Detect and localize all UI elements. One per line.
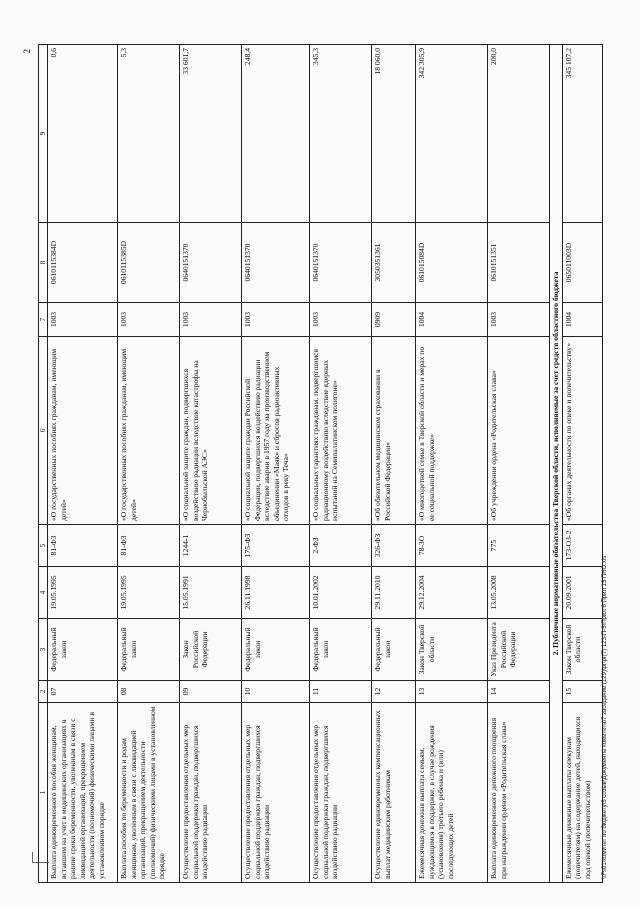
header-cell: 7 [39,303,48,337]
table-cell-col8: 0640151370 [242,223,310,303]
header-cell: 4 [39,567,48,619]
table-cell-col9: 200,0 [488,45,550,223]
table-cell-col3: Федеральный закон [118,619,180,681]
table-cell-col8: 0640151370 [180,223,242,303]
table-cell-col2: 14 [488,681,550,703]
table-cell-col8: 3050351361 [372,223,416,303]
table-cell-col9: 345,3 [310,45,372,223]
table-cell-col5: 175-ФЗ [242,525,310,567]
table-cell-col7: 1003 [180,303,242,337]
table-cell-col4: 29.12.2004 [416,567,488,619]
table-cell-col4: 19.05.1995 [48,567,118,619]
section-title: 2. Публичные нормативные обязательства Тверской области, исполняемые за счет средств областного бюджета [550,45,563,883]
table-cell-col5: 173-ОЗ-2 [562,525,602,567]
table-cell-col7: 1004 [416,303,488,337]
header-cell: 3 [39,619,48,681]
table-cell-col7: 1004 [562,303,602,337]
table-row [372,45,416,883]
table-cell-col3: Закон Тверской области [416,619,488,681]
table-cell-col1: Ежемесячные денежные выплаты опекунам (попечителям) на содержание детей, находящихся под опекой (попечительством) [562,703,602,883]
page-number: 2 [22,49,32,54]
header-cell: 5 [39,525,48,567]
table-cell-col6: «О многодетной семье в Тверской области и мерах по ее социальной поддержке» [416,337,488,525]
table-cell-col6: «О социальной защите граждан Российской Федерации, подвергшихся воздействию радиации вследствие аварии в 1957 году на производственном объединении «Маяк» и сбросов радиоактивных отходов в реку Теча» [242,337,310,525]
table-cell-col6: «О государственных пособиях гражданам, имеющим детей» [48,337,118,525]
table-cell-col8: 0610151351 [488,223,550,303]
header-cell: 6 [39,337,48,525]
table-row [310,45,372,883]
file-path-footer: \\Fs01\комитет по бюджету\5 созыв\Документы комитета\7 заседание (129)\pr\pr(7) 123-П-5\Прил 6 Прил 15 ПНО.xls [602,555,608,879]
table-cell-col3: Федеральный закон [48,619,118,681]
table-cell-col2: 07 [48,681,118,703]
table-cell-col9: 18 060,0 [372,45,416,223]
table-cell-col9: 5,3 [118,45,180,223]
table-row [242,45,310,883]
table-cell-col9: 248,4 [242,45,310,223]
table-cell-col6: «Об обязательном медицинском страховании в Российской Федерации» [372,337,416,525]
table-cell-col2: 10 [242,681,310,703]
table-cell-col2: 15 [562,681,602,703]
table-cell-col2: 08 [118,681,180,703]
table-cell-col8: 0610115384D [48,223,118,303]
table-cell-col8: 065011003D [562,223,602,303]
obligations-table [38,44,603,883]
table-cell-col4: 19.05.1995 [118,567,180,619]
header-cell: 2 [39,681,48,703]
table-cell-col3: Федеральный закон [310,619,372,681]
table-cell-col3: Федеральный закон [242,619,310,681]
table-cell-col7: 1003 [48,303,118,337]
table-row [562,45,602,883]
table-cell-col3: Указ Президента Российской Федерации [488,619,550,681]
table-cell-col1: Осуществление предоставления отдельных мер социальной поддержки граждан, подвергшихся воздействию радиации [180,703,242,883]
table-cell-col4: 10.01.2002 [310,567,372,619]
table-cell-col5: 775 [488,525,550,567]
table-cell-col3: Федеральный закон [372,619,416,681]
table-row [488,45,550,883]
table-cell-col8: 061015084D [416,223,488,303]
header-row [39,45,48,883]
table-cell-col7: 1003 [118,303,180,337]
table-cell-col1: Выплата единовременного денежного поощрения при награждении орденом «Родительская слава» [488,703,550,883]
table-row [416,45,488,883]
header-cell: 1 [39,703,48,883]
table-cell-col9: 0,6 [48,45,118,223]
table-cell-col4: 20.09.2001 [562,567,602,619]
table-cell-col6: «Об органах деятельности по опеке и попечительству» [562,337,602,525]
table-cell-col2: 11 [310,681,372,703]
table-cell-col5: 81-ФЗ [48,525,118,567]
table-cell-col9: 345 107,2 [562,45,602,223]
table-cell-col5: 78-ЗО [416,525,488,567]
table-cell-col4: 13.05.2008 [488,567,550,619]
table-cell-col6: «О социальной защите граждан, подвергшихся воздействию радиации вследствие катастрофы на Чернобыльской АЭС» [180,337,242,525]
table-cell-col5: 326-ФЗ [372,525,416,567]
table-cell-col2: 13 [416,681,488,703]
table-cell-col7: 1003 [488,303,550,337]
table-cell-col8: 0610115385D [118,223,180,303]
table-cell-col6: «О социальных гарантиях гражданам, подвергшимся радиационному воздействию вследствие ядерных испытаний на Семипалатинском полигоне» [310,337,372,525]
table-cell-col8: 0640151370 [310,223,372,303]
table-cell-col2: 12 [372,681,416,703]
table-cell-col4: 26.11.1998 [242,567,310,619]
table-cell-col3: Закон Тверской области [562,619,602,681]
table-cell-col5: 2-ФЗ [310,525,372,567]
table-cell-col3: Закон Российской Федерации [180,619,242,681]
table-cell-col4: 29.11.2010 [372,567,416,619]
table-cell-col4: 15.05.1991 [180,567,242,619]
table-cell-col1: Осуществление единовременных компенсационных выплат медицинским работникам [372,703,416,883]
section-header-row [550,45,563,883]
table-cell-col1: Выплата единовременного пособия женщинам, вставшим на учет в медицинских организациях в ранние сроки беременности, уволенным в связи с ликвидацией организаций, прекращением деятельности (полномочий) физическими лицами в установленном порядке [48,703,118,883]
table-cell-col9: 342 305,9 [416,45,488,223]
table-cell-col2: 09 [180,681,242,703]
table-cell-col1: Осуществление предоставления отдельных мер социальной поддержки граждан, подвергшихся воздействию радиации [310,703,372,883]
rotated-page-content [22,45,614,883]
table-cell-col6: «Об учреждении ордена «Родительская слава» [488,337,550,525]
table-row [180,45,242,883]
header-cell: 8 [39,223,48,303]
table-cell-col5: 1244-1 [180,525,242,567]
table-cell-col1: Осуществление предоставления отдельных мер социальной поддержки граждан, подвергшихся воздействию радиации [242,703,310,883]
table-cell-col5: 81-ФЗ [118,525,180,567]
header-cell: 9 [39,45,48,223]
table-cell-col1: Ежемесячная денежная выплата семьям, нуждающимся в поддержке, в случае рождения (усыновления) третьего ребенка и (или) последующих детей [416,703,488,883]
table-row [118,45,180,883]
table-cell-col1: Выплата пособия по беременности и родам женщинам, уволенным в связи с ликвидацией организаций, прекращением деятельности (полномочий) физическими лицами в установленном порядке [118,703,180,883]
table-cell-col7: 0909 [372,303,416,337]
table-cell-col7: 1003 [242,303,310,337]
table-row [48,45,118,883]
table-cell-col6: «О государственных пособиях гражданам, имеющим детей» [118,337,180,525]
table-cell-col7: 1003 [310,303,372,337]
table-cell-col9: 33 601,7 [180,45,242,223]
